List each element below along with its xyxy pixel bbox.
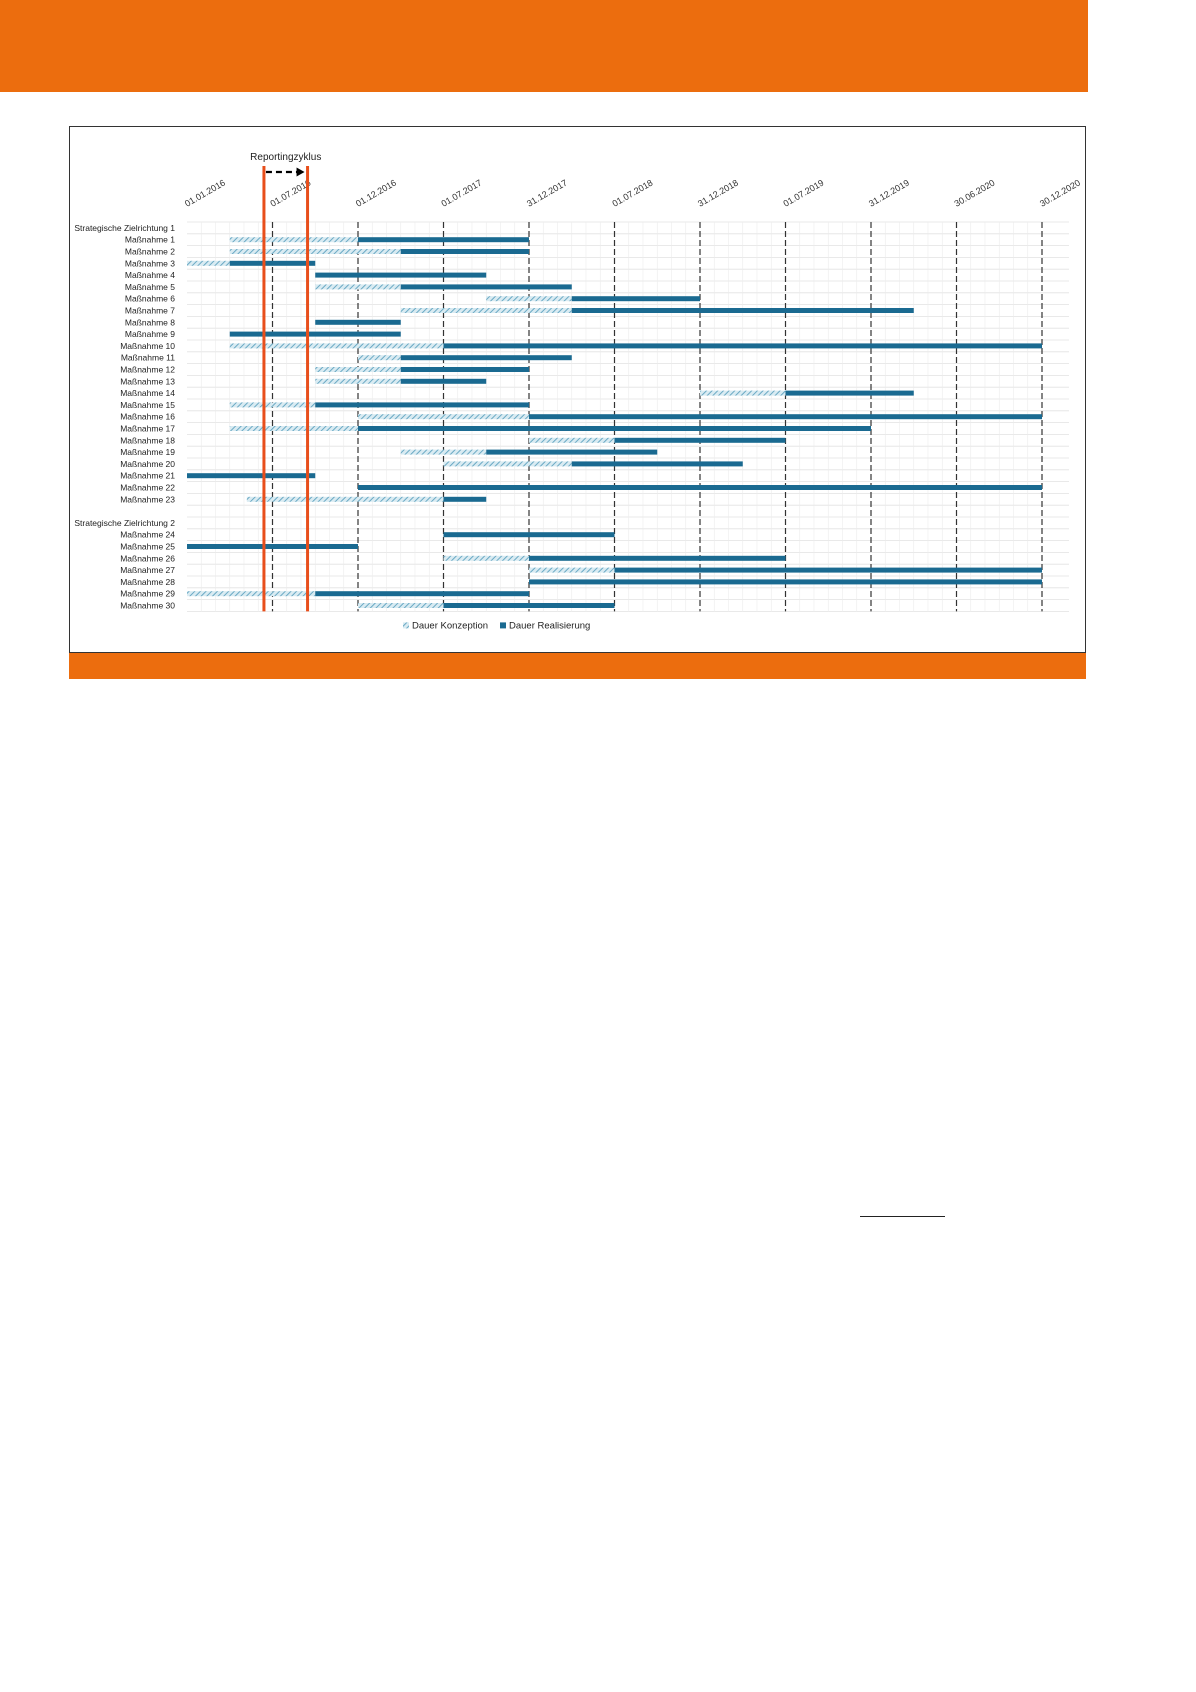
gantt-chart — [70, 127, 1085, 652]
chart-frame — [69, 126, 1086, 653]
legend-swatch-realisierung — [500, 622, 506, 628]
row-label: Maßnahme 1 — [124, 234, 175, 245]
konzeption-bar — [358, 414, 529, 419]
tick-label: 01.01.2016 — [183, 177, 228, 209]
realisierung-bar — [401, 284, 572, 289]
realisierung-bar — [572, 461, 743, 466]
konzeption-bar — [700, 391, 786, 396]
row-label: Maßnahme 22 — [120, 482, 175, 493]
bottom-bar — [69, 653, 1086, 679]
konzeption-bar — [230, 237, 358, 242]
row-label: Maßnahme 25 — [120, 541, 175, 552]
konzeption-bar — [529, 438, 615, 443]
konzeption-bar — [444, 461, 572, 466]
konzeption-bar — [230, 343, 444, 348]
konzeption-bar — [358, 603, 444, 608]
row-label: Maßnahme 13 — [120, 376, 175, 387]
row-label: Maßnahme 17 — [120, 423, 175, 434]
row-label: Maßnahme 11 — [120, 352, 175, 363]
tick-label: 01.07.2019 — [781, 177, 826, 209]
realisierung-bar — [401, 379, 487, 384]
footnote-rule — [860, 1216, 945, 1217]
konzeption-bar — [315, 367, 401, 372]
row-label: Maßnahme 16 — [120, 411, 175, 422]
realisierung-bar — [358, 237, 529, 242]
realisierung-bar — [401, 249, 529, 254]
realisierung-bar — [572, 296, 700, 301]
realisierung-bar — [315, 273, 486, 278]
row-label: Maßnahme 18 — [120, 435, 175, 446]
row-label: Maßnahme 3 — [124, 258, 175, 269]
row-label: Maßnahme 10 — [120, 340, 175, 351]
row-label: Maßnahme 12 — [120, 364, 175, 375]
realisierung-bar — [315, 402, 529, 407]
row-label: Maßnahme 9 — [124, 329, 175, 340]
realisierung-bar — [572, 308, 914, 313]
realisierung-bar — [401, 367, 529, 372]
realisierung-bar — [230, 261, 316, 266]
realisierung-bar — [444, 343, 1043, 348]
tick-label: 01.07.2016 — [268, 177, 313, 209]
tick-label: 30.12.2020 — [1038, 177, 1083, 209]
legend-swatch-konzeption — [403, 622, 409, 628]
group-label: Strategische Zielrichtung 1 — [74, 222, 175, 233]
realisierung-bar — [315, 320, 401, 325]
konzeption-bar — [187, 591, 315, 596]
row-label: Maßnahme 27 — [120, 565, 175, 576]
konzeption-bar — [529, 568, 615, 573]
realisierung-bar — [486, 450, 657, 455]
konzeption-bar — [401, 450, 487, 455]
konzeption-bar — [230, 402, 316, 407]
row-label: Maßnahme 20 — [120, 458, 175, 469]
realisierung-bar — [315, 591, 529, 596]
legend-label-konzeption: Dauer Konzeption — [412, 620, 489, 632]
row-label: Maßnahme 24 — [120, 529, 175, 540]
realisierung-bar — [358, 426, 871, 431]
row-label: Maßnahme 5 — [124, 281, 175, 292]
row-label: Maßnahme 14 — [120, 388, 175, 399]
realisierung-bar — [529, 414, 1042, 419]
row-label: Maßnahme 8 — [124, 317, 175, 328]
tick-label: 31.12.2019 — [867, 177, 912, 209]
konzeption-bar — [401, 308, 572, 313]
konzeption-bar — [358, 355, 401, 360]
row-label: Maßnahme 29 — [120, 588, 175, 599]
row-label: Maßnahme 23 — [120, 494, 175, 505]
konzeption-bar — [230, 249, 401, 254]
row-label: Maßnahme 28 — [120, 576, 175, 587]
konzeption-bar — [315, 379, 401, 384]
tick-label: 01.07.2018 — [610, 177, 655, 209]
konzeption-bar — [230, 426, 358, 431]
legend-label-realisierung: Dauer Realisierung — [509, 620, 591, 632]
konzeption-bar — [247, 497, 444, 502]
reporting-arrow-head — [297, 168, 305, 177]
realisierung-bar — [615, 438, 786, 443]
row-label: Maßnahme 26 — [120, 553, 175, 564]
realisierung-bar — [444, 603, 615, 608]
group-label: Strategische Zielrichtung 2 — [74, 517, 175, 528]
row-label: Maßnahme 7 — [124, 305, 175, 316]
tick-label: 31.12.2017 — [525, 177, 570, 209]
realisierung-bar — [444, 532, 615, 537]
top-banner — [0, 0, 1088, 92]
reporting-cycle-label: Reportingzyklus — [250, 152, 322, 163]
realisierung-bar — [529, 579, 1042, 584]
tick-label: 01.12.2016 — [354, 177, 399, 209]
tick-label: 31.12.2018 — [696, 177, 741, 209]
row-label: Maßnahme 2 — [124, 246, 175, 257]
tick-label: 01.07.2017 — [439, 177, 484, 209]
realisierung-bar — [786, 391, 914, 396]
realisierung-bar — [187, 544, 358, 549]
realisierung-bar — [358, 485, 1042, 490]
row-label: Maßnahme 30 — [120, 600, 175, 611]
realisierung-bar — [615, 568, 1043, 573]
konzeption-bar — [315, 284, 401, 289]
realisierung-bar — [187, 473, 315, 478]
row-label: Maßnahme 21 — [120, 470, 175, 481]
konzeption-bar — [486, 296, 572, 301]
row-label: Maßnahme 19 — [120, 447, 175, 458]
row-label: Maßnahme 4 — [124, 270, 175, 281]
tick-label: 30.06.2020 — [952, 177, 997, 209]
realisierung-bar — [529, 556, 786, 561]
realisierung-bar — [444, 497, 487, 502]
row-label: Maßnahme 15 — [120, 399, 175, 410]
realisierung-bar — [230, 332, 401, 337]
konzeption-bar — [444, 556, 530, 561]
row-label: Maßnahme 6 — [124, 293, 175, 304]
realisierung-bar — [401, 355, 572, 360]
konzeption-bar — [187, 261, 230, 266]
